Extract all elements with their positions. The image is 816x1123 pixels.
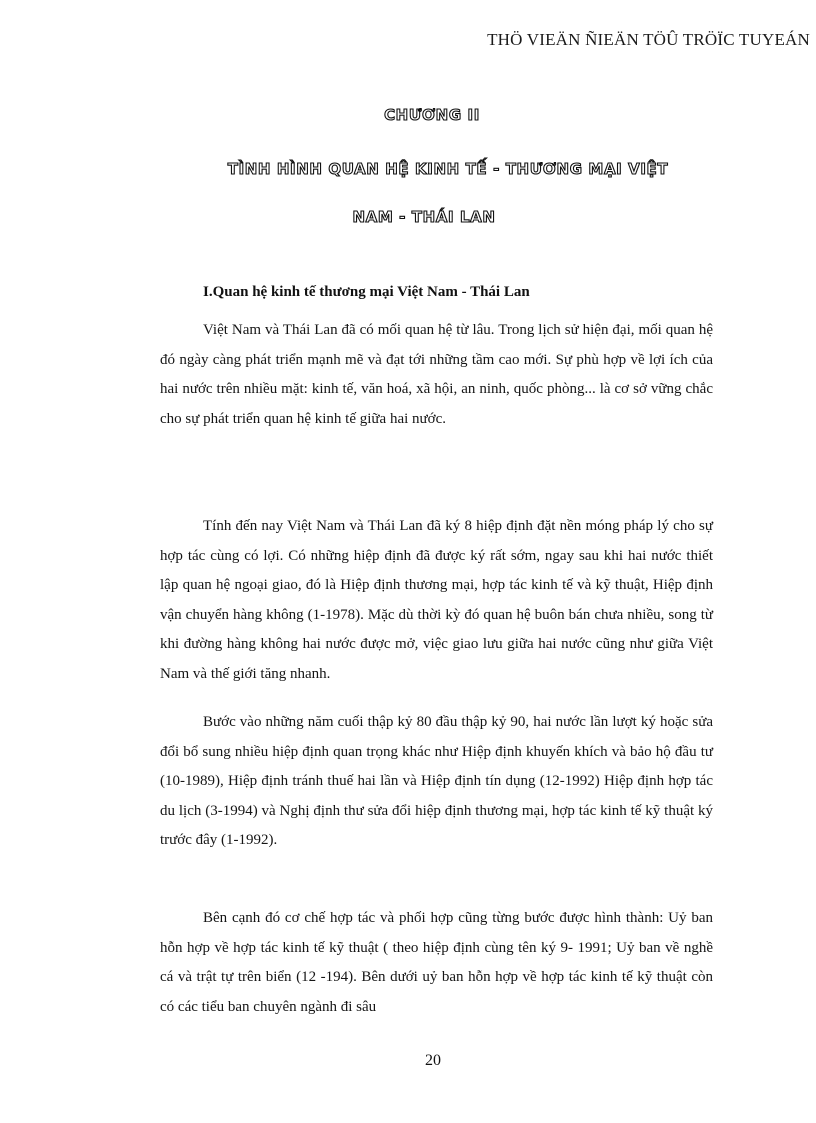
section-heading: I.Quan hệ kinh tế thương mại Việt Nam - Thái Lan <box>203 284 530 300</box>
paragraph-3 <box>160 708 713 856</box>
paragraph-1 <box>160 316 713 434</box>
running-header: THÖ VIEÄN ÑIEÄN TÖÛ TRÖÏC TUYEÁN <box>487 30 810 49</box>
paragraph-4 <box>160 904 713 1022</box>
chapter-label: CHƯƠNG II <box>384 106 480 124</box>
chapter-title-line-1: TÌNH HÌNH QUAN HỆ KINH TẾ - THƯƠNG MẠI VIỆT <box>227 160 669 178</box>
paragraph-text: Bước vào những năm cuối thập kỷ 80 đầu thập kỷ 90, hai nước lần lượt ký hoặc sửa đổi bổ sung nhiều hiệp định quan trọng khác như Hiệp định khuyến khích và bảo hộ đầu tư (10-1989), Hiệp định tránh thuế hai lần và Hiệp định tín dụng (12-1992) Hiệp định hợp tác du lịch (3-1994) và Nghị định thư sửa đổi hiệp định thương mại, hợp tác kinh tế kỹ thuật ký trước đây (1-1992). <box>160 714 713 848</box>
paragraph-2 <box>160 512 713 689</box>
page-number: 20 <box>425 1052 441 1069</box>
paragraph-text: Tính đến nay Việt Nam và Thái Lan đã ký 8 hiệp định đặt nền móng pháp lý cho sự hợp tác cùng có lợi. Có những hiệp định đã được ký rất sớm, ngay sau khi hai nước thiết lập quan hệ ngoại giao, đó là Hiệp định thương mại, hợp tác kinh tế và kỹ thuật, Hiệp định vận chuyển hàng không (1-1978). Mặc dù thời kỳ đó quan hệ buôn bán chưa nhiều, song từ khi đường hàng không hai nước được mở, việc giao lưu giữa hai nước cũng như giữa Việt Nam và thế giới tăng nhanh. <box>160 518 713 682</box>
chapter-title-line-2: NAM - THÁI LAN <box>352 208 496 226</box>
paragraph-text: Bên cạnh đó cơ chế hợp tác và phối hợp cũng từng bước được hình thành: Uỷ ban hỗn hợp về hợp tác kinh tế kỹ thuật ( theo hiệp định cùng tên ký 9- 1991; Uỷ ban về nghề cá và trật tự trên biển (12 -194). Bên dưới uỷ ban hỗn hợp về hợp tác kinh tế kỹ thuật còn có các tiểu ban chuyên ngành đi sâu <box>160 910 713 1015</box>
paragraph-text: Việt Nam và Thái Lan đã có mối quan hệ từ lâu. Trong lịch sử hiện đại, mối quan hệ đó ngày càng phát triển mạnh mẽ và đạt tới những tầm cao mới. Sự phù hợp về lợi ích của hai nước trên nhiều mặt: kinh tế, văn hoá, xã hội, an ninh, quốc phòng... là cơ sở vững chắc cho sự phát triển quan hệ kinh tế giữa hai nước. <box>160 322 713 427</box>
